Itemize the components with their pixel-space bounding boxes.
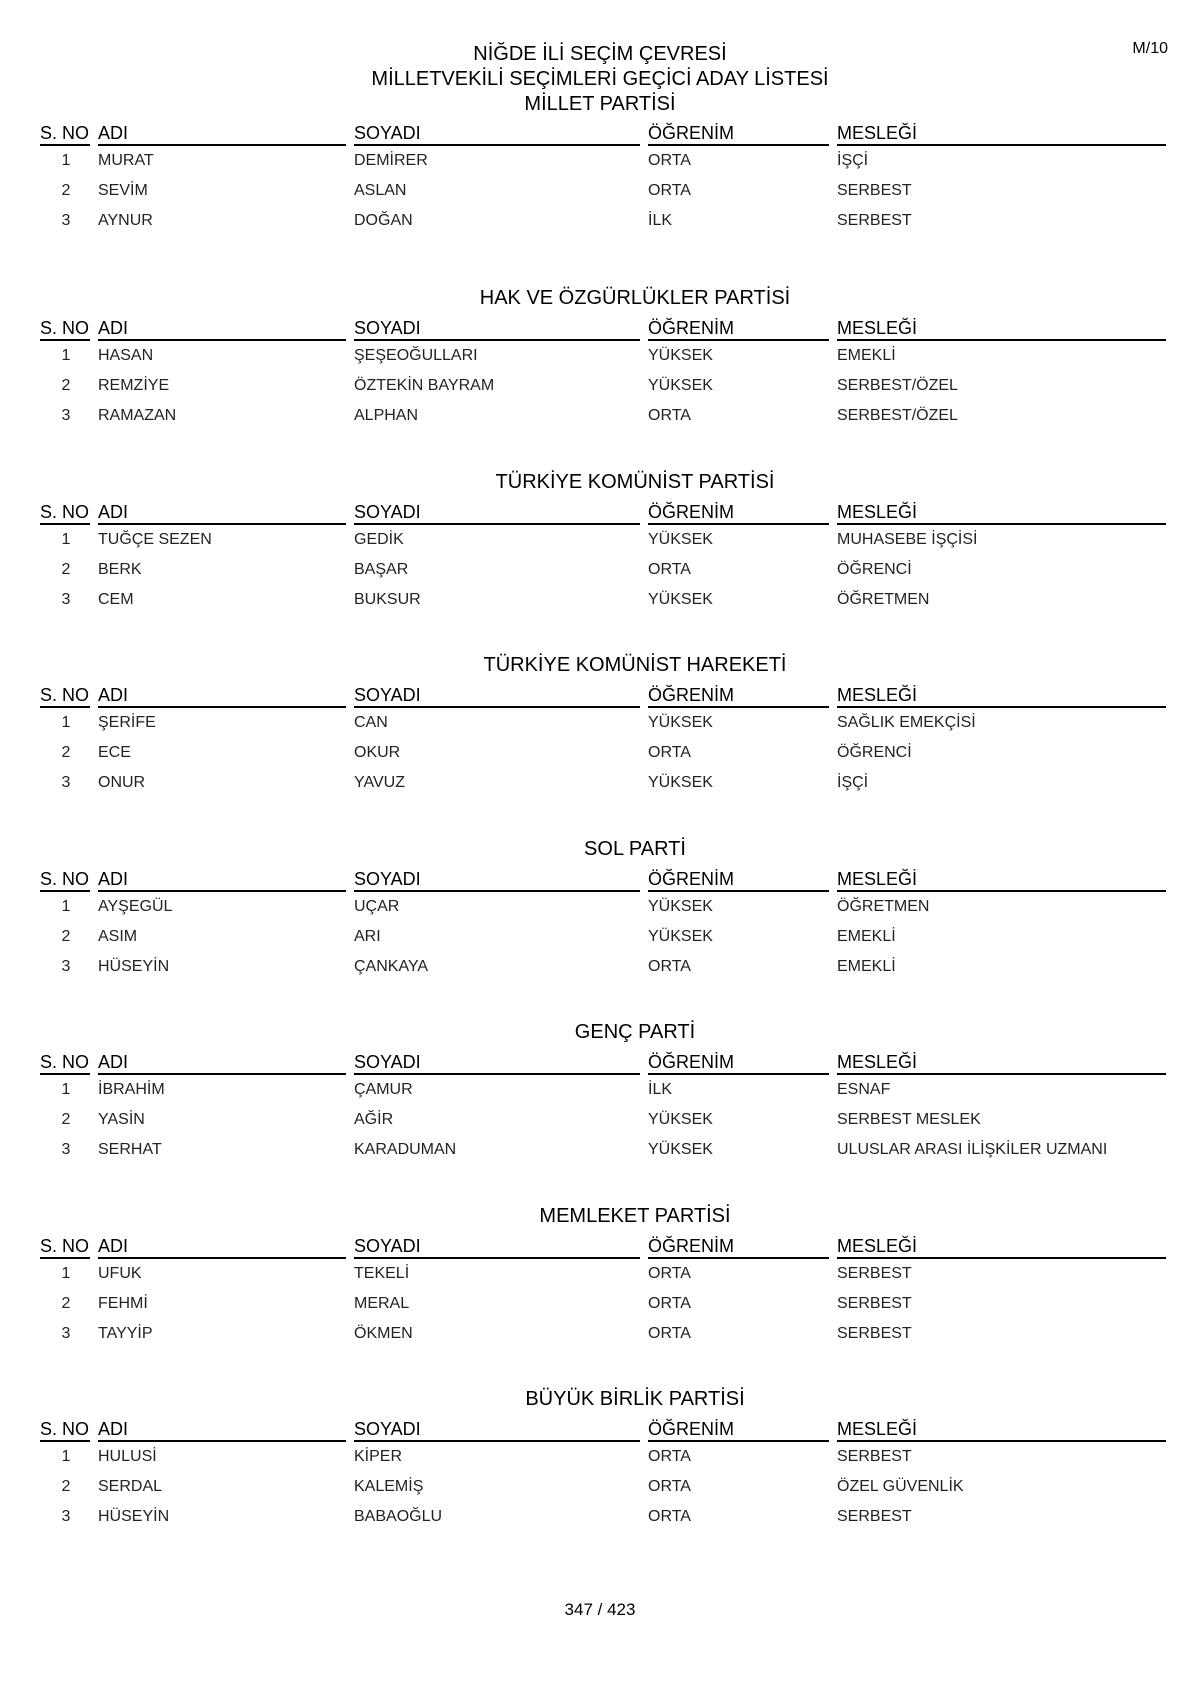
party-title: MİLLET PARTİSİ <box>524 93 676 115</box>
table-header-row <box>40 120 1166 146</box>
candidate-table <box>40 120 1166 236</box>
cell-name: ONUR <box>98 774 146 791</box>
cell-profession: ÖĞRENCİ <box>837 560 912 578</box>
cell-profession: SERBEST MESLEK <box>837 1111 981 1128</box>
cell-education: ORTA <box>648 407 691 424</box>
cell-no: 1 <box>61 1448 71 1465</box>
table-row <box>40 1105 1166 1135</box>
header-line-1: NİĞDE İLİ SEÇİM ÇEVRESİ <box>473 43 727 65</box>
table-header-row <box>40 315 1166 341</box>
cell-no: 3 <box>61 1324 71 1342</box>
cell-name: SERHAT <box>98 1141 162 1158</box>
column-header-name: ADI <box>98 1049 354 1075</box>
cell-profession: SERBEST <box>837 1294 912 1312</box>
column-header-education: ÖĞRENİM <box>648 682 837 708</box>
cell-surname: TEKELİ <box>354 1264 410 1282</box>
candidate-table <box>40 1233 1166 1349</box>
cell-profession: SERBEST <box>837 182 912 199</box>
table-row <box>40 1259 1166 1289</box>
cell-education: YÜKSEK <box>648 347 713 364</box>
cell-no: 1 <box>61 897 71 915</box>
cell-no: 2 <box>61 1478 71 1495</box>
cell-education: YÜKSEK <box>648 530 713 548</box>
party-section <box>40 837 1166 1021</box>
party-section <box>40 470 1166 654</box>
table-row <box>40 1289 1166 1319</box>
table-row <box>40 1319 1166 1349</box>
table-row <box>40 708 1166 738</box>
cell-name: ŞERİFE <box>98 714 156 731</box>
cell-surname: ŞEŞEOĞULLARI <box>354 347 478 364</box>
column-header-name: ADI <box>98 866 354 892</box>
column-header-surname: SOYADI <box>354 499 648 525</box>
column-header-education: ÖĞRENİM <box>648 315 837 341</box>
table-row <box>40 1135 1166 1165</box>
table-row <box>40 341 1166 371</box>
table-row <box>40 525 1166 555</box>
column-header-surname: SOYADI <box>354 1416 648 1442</box>
document-header <box>0 42 1200 117</box>
table-row <box>40 585 1166 615</box>
cell-surname: MERAL <box>354 1294 410 1312</box>
page-number: 347 / 423 <box>564 1600 636 1619</box>
cell-education: ORTA <box>648 182 691 199</box>
cell-profession: SERBEST <box>837 1448 912 1465</box>
column-header-sno: S. NO <box>40 120 98 146</box>
cell-surname: ALPHAN <box>354 407 419 424</box>
cell-surname: GEDİK <box>354 530 404 548</box>
table-header-row <box>40 1233 1166 1259</box>
column-header-sno: S. NO <box>40 682 98 708</box>
column-header-profession: MESLEĞİ <box>837 1416 1166 1442</box>
cell-name: ASIM <box>98 927 138 945</box>
party-title: TÜRKİYE KOMÜNİST HAREKETİ <box>483 654 787 676</box>
cell-name: FEHMİ <box>98 1294 148 1312</box>
cell-education: YÜKSEK <box>648 774 713 791</box>
party-section <box>40 1020 1166 1204</box>
table-row <box>40 1075 1166 1105</box>
cell-surname: KARADUMAN <box>354 1141 457 1158</box>
table-row <box>40 1502 1166 1532</box>
party-title: SOL PARTİ <box>584 837 686 860</box>
party-title: MEMLEKET PARTİSİ <box>539 1204 731 1227</box>
cell-profession: İŞÇİ <box>837 152 869 169</box>
column-header-name: ADI <box>98 499 354 525</box>
cell-surname: OKUR <box>354 744 401 761</box>
cell-education: YÜKSEK <box>648 1141 713 1158</box>
cell-name: TUĞÇE SEZEN <box>98 530 212 548</box>
cell-no: 3 <box>61 407 71 424</box>
cell-surname: DEMİRER <box>354 152 428 169</box>
column-header-sno: S. NO <box>40 1416 98 1442</box>
candidate-table <box>40 499 1166 615</box>
cell-education: ORTA <box>648 152 691 169</box>
cell-surname: BAŞAR <box>354 560 409 578</box>
cell-surname: YAVUZ <box>354 774 405 791</box>
party-section <box>40 1387 1166 1571</box>
column-header-surname: SOYADI <box>354 315 648 341</box>
column-header-sno: S. NO <box>40 499 98 525</box>
cell-education: YÜKSEK <box>648 377 713 394</box>
cell-name: BERK <box>98 560 142 578</box>
cell-name: HULUSİ <box>98 1448 157 1465</box>
table-header-row <box>40 1416 1166 1442</box>
cell-profession: EMEKLİ <box>837 957 896 975</box>
cell-education: YÜKSEK <box>648 1111 713 1128</box>
candidate-table <box>40 866 1166 982</box>
table-row <box>40 922 1166 952</box>
table-row <box>40 401 1166 431</box>
cell-surname: DOĞAN <box>354 212 413 229</box>
column-header-sno: S. NO <box>40 1233 98 1259</box>
cell-profession: SERBEST <box>837 1508 912 1525</box>
cell-no: 2 <box>61 1111 71 1128</box>
cell-surname: ÇAMUR <box>354 1081 413 1098</box>
cell-surname: ASLAN <box>354 182 407 199</box>
column-header-name: ADI <box>98 120 354 146</box>
table-row <box>40 371 1166 401</box>
column-header-name: ADI <box>98 1416 354 1442</box>
column-header-education: ÖĞRENİM <box>648 120 837 146</box>
cell-profession: ESNAF <box>837 1081 891 1098</box>
cell-surname: CAN <box>354 714 388 731</box>
table-row <box>40 206 1166 236</box>
column-header-sno: S. NO <box>40 1049 98 1075</box>
column-header-education: ÖĞRENİM <box>648 499 837 525</box>
cell-name: HÜSEYİN <box>98 1508 170 1525</box>
column-header-surname: SOYADI <box>354 120 648 146</box>
cell-surname: ARI <box>354 927 381 945</box>
cell-education: ORTA <box>648 1508 691 1525</box>
party-title: HAK VE ÖZGÜRLÜKLER PARTİSİ <box>479 287 791 309</box>
page-code: M/10 <box>1132 40 1168 57</box>
column-header-profession: MESLEĞİ <box>837 1049 1166 1075</box>
candidate-table <box>40 1049 1166 1165</box>
candidate-table <box>40 1416 1166 1532</box>
cell-profession: EMEKLİ <box>837 347 896 364</box>
column-header-surname: SOYADI <box>354 866 648 892</box>
party-section <box>40 653 1166 837</box>
cell-profession: ULUSLAR ARASI İLİŞKİLER UZMANI <box>837 1141 1108 1158</box>
cell-no: 3 <box>61 774 71 791</box>
column-header-name: ADI <box>98 1233 354 1259</box>
table-row <box>40 146 1166 176</box>
cell-name: İBRAHİM <box>98 1081 165 1098</box>
column-header-education: ÖĞRENİM <box>648 866 837 892</box>
cell-education: ORTA <box>648 957 691 975</box>
column-header-profession: MESLEĞİ <box>837 315 1166 341</box>
party-section <box>40 1204 1166 1388</box>
cell-name: UFUK <box>98 1264 142 1282</box>
cell-no: 1 <box>61 1081 71 1098</box>
cell-profession: SERBEST <box>837 1264 912 1282</box>
table-row <box>40 1472 1166 1502</box>
cell-surname: KİPER <box>354 1448 403 1465</box>
column-header-profession: MESLEĞİ <box>837 499 1166 525</box>
cell-no: 3 <box>61 212 71 229</box>
column-header-profession: MESLEĞİ <box>837 682 1166 708</box>
column-header-name: ADI <box>98 315 354 341</box>
cell-profession: SERBEST <box>837 212 912 229</box>
cell-profession: ÖZEL GÜVENLİK <box>837 1478 964 1495</box>
cell-profession: SERBEST/ÖZEL <box>837 377 958 394</box>
cell-profession: ÖĞRENCİ <box>837 744 912 761</box>
cell-no: 1 <box>61 152 71 169</box>
cell-profession: SERBEST/ÖZEL <box>837 407 958 424</box>
cell-education: ORTA <box>648 744 691 761</box>
cell-profession: SERBEST <box>837 1324 912 1342</box>
table-header-row <box>40 866 1166 892</box>
column-header-surname: SOYADI <box>354 1049 648 1075</box>
cell-no: 2 <box>61 182 71 199</box>
cell-surname: ÖZTEKİN BAYRAM <box>354 377 495 394</box>
cell-surname: UÇAR <box>354 897 400 915</box>
cell-name: RAMAZAN <box>98 407 177 424</box>
column-header-surname: SOYADI <box>354 1233 648 1259</box>
party-title: GENÇ PARTİ <box>574 1021 696 1043</box>
cell-no: 3 <box>61 957 71 975</box>
cell-education: YÜKSEK <box>648 590 713 608</box>
cell-profession: ÖĞRETMEN <box>837 897 930 915</box>
table-row <box>40 176 1166 206</box>
cell-no: 3 <box>61 1141 71 1158</box>
column-header-profession: MESLEĞİ <box>837 866 1166 892</box>
table-header-row <box>40 499 1166 525</box>
party-title: BÜYÜK BİRLİK PARTİSİ <box>525 1388 745 1410</box>
party-section <box>40 286 1166 470</box>
column-header-education: ÖĞRENİM <box>648 1416 837 1442</box>
table-row <box>40 892 1166 922</box>
cell-education: İLK <box>648 212 673 229</box>
cell-profession: SAĞLIK EMEKÇİSİ <box>837 714 976 731</box>
cell-surname: AĞİR <box>354 1111 394 1128</box>
table-row <box>40 952 1166 982</box>
cell-education: ORTA <box>648 1264 691 1282</box>
cell-education: YÜKSEK <box>648 927 713 945</box>
table-header-row <box>40 1049 1166 1075</box>
cell-no: 3 <box>61 590 71 608</box>
column-header-education: ÖĞRENİM <box>648 1049 837 1075</box>
table-row <box>40 555 1166 585</box>
cell-name: CEM <box>98 590 134 608</box>
cell-no: 2 <box>61 1294 71 1312</box>
cell-education: ORTA <box>648 1294 691 1312</box>
cell-profession: İŞÇİ <box>837 774 869 791</box>
party-section <box>40 120 1166 286</box>
cell-education: ORTA <box>648 1478 691 1495</box>
cell-no: 2 <box>61 377 71 394</box>
cell-surname: KALEMİŞ <box>354 1478 424 1495</box>
table-row <box>40 738 1166 768</box>
cell-no: 1 <box>61 714 71 731</box>
cell-name: ECE <box>98 744 131 761</box>
cell-profession: EMEKLİ <box>837 927 896 945</box>
cell-education: YÜKSEK <box>648 714 713 731</box>
cell-no: 1 <box>61 530 71 548</box>
candidate-lists <box>40 120 1166 1571</box>
cell-no: 3 <box>61 1508 71 1525</box>
cell-name: TAYYİP <box>98 1324 153 1342</box>
cell-education: İLK <box>648 1081 673 1098</box>
cell-no: 2 <box>61 744 71 761</box>
column-header-education: ÖĞRENİM <box>648 1233 837 1259</box>
cell-name: YASİN <box>98 1111 145 1128</box>
cell-no: 2 <box>61 560 71 578</box>
party-title: TÜRKİYE KOMÜNİST PARTİSİ <box>495 470 775 493</box>
cell-no: 1 <box>61 347 71 364</box>
cell-name: HASAN <box>98 347 154 364</box>
cell-name: AYŞEGÜL <box>98 897 173 915</box>
column-header-surname: SOYADI <box>354 682 648 708</box>
column-header-sno: S. NO <box>40 866 98 892</box>
header-line-2: MİLLETVEKİLİ SEÇİMLERİ GEÇİCİ ADAY LİSTESİ <box>371 68 829 90</box>
cell-name: SEVİM <box>98 182 148 199</box>
column-header-profession: MESLEĞİ <box>837 120 1166 146</box>
cell-name: AYNUR <box>98 212 153 229</box>
cell-surname: ÖKMEN <box>354 1324 413 1342</box>
column-header-sno: S. NO <box>40 315 98 341</box>
cell-name: SERDAL <box>98 1478 163 1495</box>
table-header-row <box>40 682 1166 708</box>
cell-no: 1 <box>61 1264 71 1282</box>
cell-surname: BUKSUR <box>354 590 421 608</box>
candidate-table <box>40 682 1166 798</box>
cell-name: HÜSEYİN <box>98 957 170 975</box>
cell-name: MURAT <box>98 152 154 169</box>
cell-name: REMZİYE <box>98 377 170 394</box>
cell-education: YÜKSEK <box>648 897 713 915</box>
cell-profession: MUHASEBE İŞÇİSİ <box>837 530 978 548</box>
cell-surname: BABAOĞLU <box>354 1508 443 1525</box>
table-row <box>40 768 1166 798</box>
cell-education: ORTA <box>648 1324 691 1342</box>
cell-education: ORTA <box>648 560 691 578</box>
column-header-profession: MESLEĞİ <box>837 1233 1166 1259</box>
table-row <box>40 1442 1166 1472</box>
cell-surname: ÇANKAYA <box>354 957 429 975</box>
cell-education: ORTA <box>648 1448 691 1465</box>
column-header-name: ADI <box>98 682 354 708</box>
cell-profession: ÖĞRETMEN <box>837 590 930 608</box>
candidate-table <box>40 315 1166 431</box>
cell-no: 2 <box>61 927 71 945</box>
